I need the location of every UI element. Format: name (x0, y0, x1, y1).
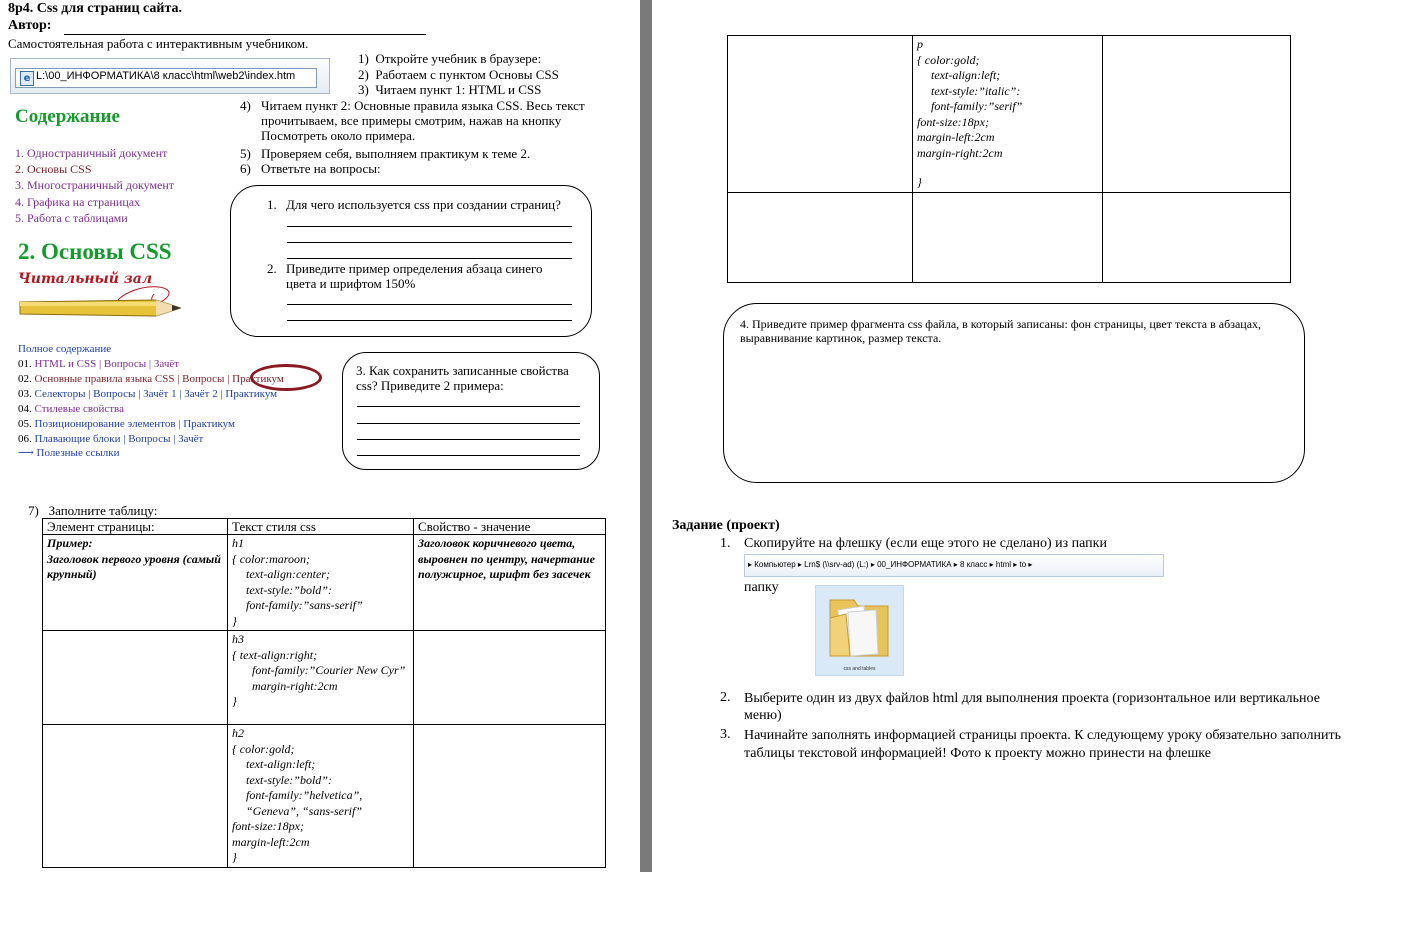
step-4: Читаем пункт 2: Основные правила языка CSS. Весь текст прочитываем, все примеры смотрим, нажав на кнопку Посмотреть около примера. (261, 98, 585, 143)
empty-cell[interactable] (414, 725, 606, 868)
empty-cell[interactable] (43, 631, 228, 725)
empty-cell[interactable] (728, 192, 913, 282)
section-row-6[interactable]: 06. Плавающие блоки | Вопросы | Зачёт (18, 433, 204, 445)
css-h1-cell: h1 { color:maroon; text-align:center; text-style:”bold”: font-family:”sans-serif” } (228, 535, 414, 631)
empty-cell[interactable] (414, 631, 606, 725)
table-header-value: Свойство - значение (414, 519, 606, 535)
q2-num: 2. (267, 261, 277, 276)
answer-line (287, 320, 572, 321)
project-step-3: Начинайте заполнять информацией страницы проекта. К следующему уроку обязательно заполнить таблицы текстовой информацией! Фото к проекту можно принести на флешке (744, 728, 1341, 761)
answer-line (357, 406, 580, 407)
answer-line (287, 304, 572, 305)
chevron-right-icon: ▸ (748, 560, 753, 569)
path-segment[interactable]: 00_ИНФОРМАТИКА (877, 560, 952, 569)
step-3: 3) Читаем пункт 1: HTML и CSS (358, 82, 542, 97)
folder-icon (824, 590, 894, 662)
project-step-2: Выберите один из двух файлов html для выполнения проекта (горизонтальное или вертикальное меню) (744, 691, 1320, 723)
project-step-3-num: 3. (720, 727, 731, 742)
section-row-3[interactable]: 03. Селекторы | Вопросы | Зачёт 1 | Зачёт 2 | Практикум (18, 388, 278, 400)
q3-text: 3. Как сохранить записанные свойства css? Приведите 2 примера: (356, 363, 569, 393)
empty-cell[interactable] (913, 192, 1103, 282)
project-title: Задание (проект) (672, 518, 780, 533)
table-instruction: 7) Заполните таблицу: (28, 503, 158, 518)
empty-cell[interactable] (43, 725, 228, 868)
chevron-right-icon: ▸ (870, 560, 878, 569)
answer-line (287, 242, 572, 243)
practicum-highlight-ellipse (250, 364, 322, 391)
author-label: Автор: (8, 18, 52, 33)
reading-room-logo: Читальный зал (18, 271, 153, 287)
folder-word: папку (744, 580, 779, 595)
example-value-cell: Заголовок коричневого цвета, выровнен по центру, начертание полужирное, шрифт без засечек (414, 535, 606, 631)
css-h3-cell: h3 { text-align:right; font-family:”Courier New Cyr” margin-right:2cm } (228, 631, 414, 725)
browser-address-bar (10, 58, 330, 94)
css-table-left (42, 518, 606, 868)
path-segment[interactable]: html (995, 560, 1012, 569)
project-step-1: Скопируйте на флешку (если еще этого не сделано) из папки (744, 536, 1107, 551)
table-header-css: Текст стиля css (228, 519, 414, 535)
css-p-cell: p { color:gold; text-align:left; text-style:”italic”: font-family:”serif” font-size:18px; margin-left:2cm margin-right:2cm } (913, 36, 1103, 193)
path-segment[interactable]: 8 класс (960, 560, 988, 569)
folder-tile[interactable] (815, 585, 904, 676)
toc-item-2[interactable]: 2. Основы CSS (15, 162, 92, 176)
answer-line (357, 455, 580, 456)
ie-page-icon: e (20, 71, 34, 86)
step-5-num: 5) (240, 146, 251, 161)
explorer-path-bar (744, 554, 1164, 577)
section-row-1[interactable]: 01. HTML и CSS | Вопросы | Зачёт (18, 358, 180, 370)
section-row-4[interactable]: 04. Стилевые свойства (18, 403, 124, 415)
step-5: Проверяем себя, выполняем практикум к теме 2. (261, 146, 531, 161)
full-contents-link[interactable]: Полное содержание (18, 343, 112, 355)
step-1: 1) Откройте учебник в браузере: (358, 51, 542, 66)
toc-heading: Содержание (15, 106, 120, 127)
answer-line (357, 439, 580, 440)
answer-line (287, 226, 572, 227)
section-row-2[interactable]: 02. Основные правила языка CSS | Вопросы | Практикум (18, 373, 284, 385)
chevron-right-icon: ▸ (953, 560, 961, 569)
chevron-right-icon: ▸ (797, 560, 805, 569)
css-table-right (727, 35, 1291, 283)
chevron-right-icon: ▸ (1013, 560, 1020, 569)
answer-line (287, 258, 572, 259)
path-segment[interactable]: to (1019, 560, 1027, 569)
example-element-cell: Пример: Заголовок первого уровня (самый крупный) (43, 535, 228, 631)
project-step-1-num: 1. (720, 536, 731, 551)
path-segment[interactable]: Компьютер (754, 560, 796, 569)
table-header-element: Элемент страницы: (43, 519, 228, 535)
pencil-icon (16, 282, 181, 322)
answer-line (357, 423, 580, 424)
q1-num: 1. (267, 197, 277, 212)
author-line (64, 34, 426, 35)
step-6: Ответьте на вопросы: (261, 161, 381, 176)
page-subtitle: Самостоятельная работа с интерактивным учебником. (8, 36, 309, 51)
path-segment[interactable]: Lrn$ (\\srv-ad) (L:) (804, 560, 869, 569)
page-title: 8р4. Css для страниц сайта. (8, 1, 183, 16)
project-step-2-num: 2. (720, 690, 731, 705)
address-path: L:\00_ИНФОРМАТИКА\8 класс\html\web2\index.htm (36, 70, 296, 82)
section-row-5[interactable]: 05. Позиционирование элементов | Практикум (18, 418, 235, 430)
step-2: 2) Работаем с пунктом Основы CSS (358, 67, 559, 82)
chevron-right-icon: ▸ (989, 560, 996, 569)
folder-label: css and tables (843, 666, 876, 672)
chevron-right-icon: ▸ (1028, 560, 1033, 569)
q1-text: Для чего используется css при создании страниц? (286, 197, 561, 212)
toc-item-5[interactable]: 5. Работа с таблицами (15, 211, 128, 225)
css-h2-cell: h2 { color:gold; text-align:left; text-style:”bold”: font-family:”helvetica”, “Geneva”, “sans-serif” font-size:18px; margin-left:2cm } (228, 725, 414, 868)
empty-cell[interactable] (1103, 192, 1291, 282)
q2-text: Приведите пример определения абзаца синего цвета и шрифтом 150% (286, 261, 543, 291)
q4-text: 4. Приведите пример фрагмента css файла, в который записаны: фон страницы, цвет текста в абзацах, выравнивание картинок, размер текста. (740, 317, 1262, 345)
empty-cell[interactable] (1103, 36, 1291, 193)
step-4-num: 4) (240, 98, 251, 113)
section-heading: 2. Основы CSS (18, 239, 172, 264)
step-6-num: 6) (240, 161, 251, 176)
table-bottom-mask (726, 283, 1294, 287)
toc-item-1[interactable]: 1. Одностраничный документ (15, 146, 168, 160)
empty-cell[interactable] (728, 36, 913, 193)
useful-links[interactable]: ⟶ Полезные ссылки (18, 447, 120, 459)
toc-item-4[interactable]: 4. Графика на страницах (15, 195, 141, 209)
toc-item-3[interactable]: 3. Многостраничный документ (15, 178, 175, 192)
page-divider (640, 0, 652, 872)
